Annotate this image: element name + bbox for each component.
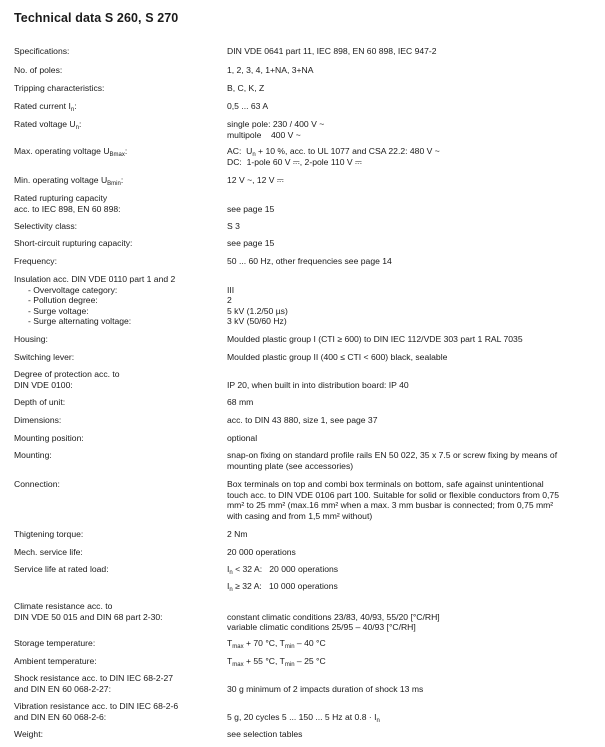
- spec-label: Rated current $I_n$:: [14, 101, 77, 113]
- spec-value: B, C, K, Z: [227, 83, 265, 93]
- spec-label: Rated voltage $U_n$:: [14, 119, 82, 131]
- spec-label: Dimensions:: [14, 415, 62, 425]
- spec-value: see page 15: [227, 238, 275, 248]
- spec-label: Specifications:: [14, 46, 70, 56]
- spec-value: 5 g, 20 cycles 5 ... 150 ... 5 Hz at $0.8 \cdot I_n$: [227, 711, 380, 724]
- spec-label: Rated rupturing capacity acc. to IEC 898, EN 60 898:: [14, 193, 121, 214]
- spec-label: Shock resistance acc. to DIN IEC 68-2-27 and DIN EN 60 068-2-27:: [14, 673, 174, 694]
- spec-value: Box terminals on top and combi box terminals on bottom, safe against unintentional touch acc. to DIN VDE 0106 part 100. Suitable for solid or flexible conductors from 0,75 mm² to 25 mm² (max.16 mm² when a max. 3 mm busbar is connected; from 0,75 mm² with casing and from 1,5 mm² without): [227, 479, 559, 521]
- spec-value: AC: $U_n + 10$ %, acc. to UL 1077 and CSA 22.2: 480 V ~ DC: 1-pole 60 V ⎓, 2-pole 110 V ⎓: [227, 146, 440, 167]
- spec-value: 68 mm: [227, 397, 254, 407]
- spec-label: Short-circuit rupturing capacity:: [14, 238, 133, 248]
- spec-value: see page 15: [227, 203, 275, 214]
- spec-value: 2 Nm: [227, 529, 248, 539]
- spec-label: Thigtening torque:: [14, 529, 84, 539]
- spec-value: single pole: 230 / 400 V ~ multipole 400 V ~: [227, 119, 325, 140]
- spec-label: Mech. service life:: [14, 547, 83, 557]
- spec-value: Moulded plastic group I (CTI ≥ 600) to DIN IEC 112/VDE 303 part 1 RAL 7035: [227, 334, 523, 344]
- spec-value: Moulded plastic group II (400 ≤ CTI < 600) black, sealable: [227, 352, 448, 362]
- spec-value: DIN VDE 0641 part 11, IEC 898, EN 60 898, IEC 947-2: [227, 46, 437, 56]
- spec-label: Connection:: [14, 479, 60, 489]
- spec-label: Min. operating voltage $U_{Bmin}$:: [14, 175, 124, 187]
- spec-label: Storage temperature:: [14, 638, 96, 648]
- spec-label: Selectivity class:: [14, 221, 78, 231]
- spec-label: Housing:: [14, 334, 48, 344]
- spec-value: optional: [227, 433, 258, 443]
- spec-label: No. of poles:: [14, 65, 63, 75]
- page-title: Technical data S 260, S 270: [14, 11, 179, 25]
- spec-value: $I_n < 32$ A: 20 000 operations $I_n \ge 32$ A: 10 000 operations: [227, 564, 339, 593]
- spec-label: Service life at rated load:: [14, 564, 109, 574]
- spec-value: acc. to DIN 43 880, size 1, see page 37: [227, 415, 378, 425]
- spec-label: Climate resistance acc. to DIN VDE 50 015 and DIN 68 part 2-30:: [14, 601, 163, 622]
- spec-label: Max. operating voltage $U_{Bmax}$:: [14, 146, 128, 158]
- spec-value: $T_{max} + 55$ °C, $T_{min} - 25$ °C: [227, 656, 326, 668]
- spec-value: 1, 2, 3, 4, 1+NA, 3+NA: [227, 65, 314, 75]
- spec-label: Vibration resistance acc. to DIN IEC 68-2-6 and DIN EN 60 068-2-6:: [14, 701, 179, 722]
- spec-label: Weight:: [14, 729, 43, 739]
- spec-value: snap-on fixing on standard profile rails EN 50 022, 35 x 7.5 or screw fixing by means of mounting plate (see accessories): [227, 450, 558, 471]
- spec-value: III 2 5 kV (1.2/50 µs) 3 kV (50/60 Hz): [227, 284, 288, 327]
- spec-value: 50 ... 60 Hz, other frequencies see page 14: [227, 256, 392, 266]
- spec-label: Switching lever:: [14, 352, 75, 362]
- spec-label: Frequency:: [14, 256, 57, 266]
- spec-value: 0,5 ... 63 A: [227, 101, 269, 111]
- spec-label: Tripping characteristics:: [14, 83, 105, 93]
- spec-label: Mounting position:: [14, 433, 84, 443]
- spec-value: 20 000 operations: [227, 547, 296, 557]
- spec-label: Degree of protection acc. to DIN VDE 0100:: [14, 369, 120, 390]
- spec-value: constant climatic conditions 23/83, 40/93, 55/20 [°C/RH] variable climatic conditions 25/95 – 40/93 [°C/RH]: [227, 611, 440, 633]
- spec-value: $T_{max} + 70$ °C, $T_{min} - 40$ °C: [227, 638, 326, 650]
- spec-label: Ambient temperature:: [14, 656, 97, 666]
- spec-value: 30 g minimum of 2 impacts duration of shock 13 ms: [227, 683, 424, 694]
- spec-value: 12 V ~, 12 V ⎓: [227, 175, 284, 185]
- spec-value: IP 20, when built in into distribution board: IP 40: [227, 379, 409, 390]
- spec-label: Mounting:: [14, 450, 52, 460]
- spec-value: see selection tables: [227, 729, 303, 739]
- spec-label: Depth of unit:: [14, 397, 66, 407]
- spec-value: S 3: [227, 221, 240, 231]
- spec-label: Insulation acc. DIN VDE 0110 part 1 and 2 - Overvoltage category: - Pollution degree: - Surge voltage: - Surge alternating voltage:: [14, 274, 176, 327]
